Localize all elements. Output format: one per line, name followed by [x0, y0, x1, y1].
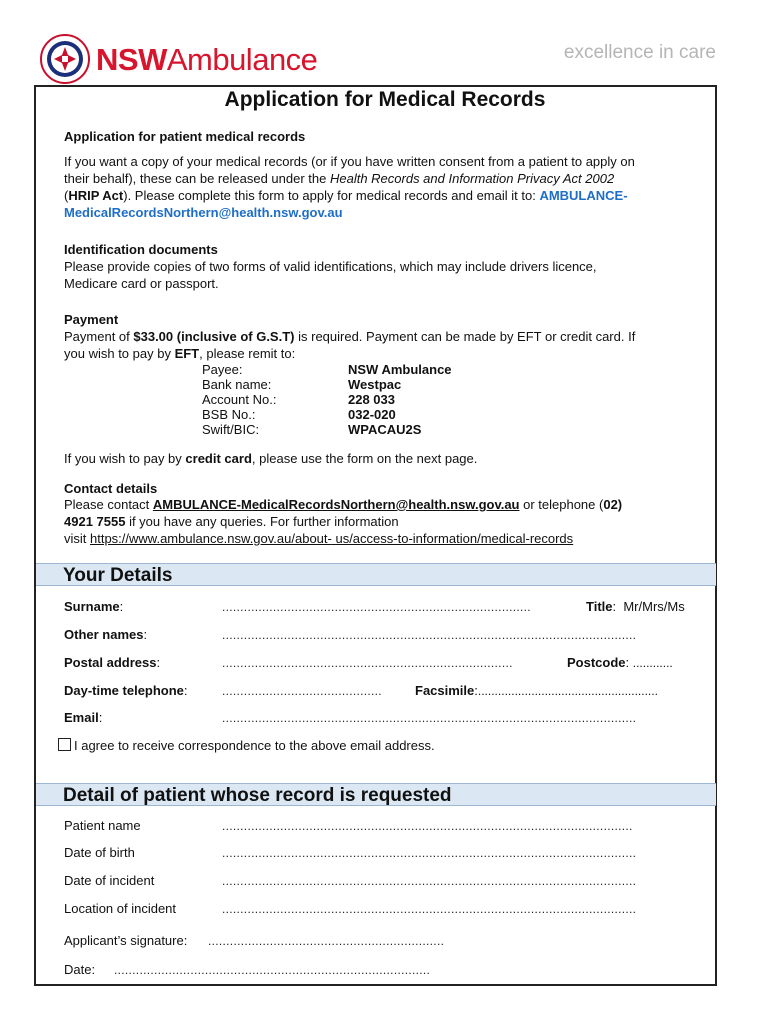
contact-email-link[interactable]: AMBULANCE-MedicalRecordsNorthern@health.nsw.gov.au — [152, 497, 520, 512]
title-field[interactable]: Title: Mr/Mrs/Ms — [586, 599, 685, 614]
applicant-signature-field[interactable]: ................................................................. — [208, 934, 445, 948]
nsw-ambulance-logo — [40, 34, 317, 84]
info-url-link[interactable]: https://www.ambulance.nsw.gov.au/about- us/access-to-information/medical-records — [90, 531, 574, 546]
signature-date-field[interactable]: ....................................................................................... — [114, 963, 431, 977]
identification-heading: Identification documents — [64, 242, 218, 257]
date-of-incident-field[interactable]: .................................................................................................................. — [222, 874, 637, 888]
records-email-link-cont[interactable]: MedicalRecordsNorthern@health.nsw.gov.au — [64, 205, 343, 220]
nsw-ambulance-emblem-icon — [40, 34, 90, 84]
payment-labels: Payee: Bank name: Account No.: BSB No.: Swift/BIC: — [202, 362, 277, 437]
contact-text: Please contact AMBULANCE-MedicalRecordsNorthern@health.nsw.gov.au or telephone (02) 4921 7555 if you have any queries. For further information visit https://www.ambulance.nsw.gov.au/about- us/access-to-information/medical-records — [64, 497, 623, 546]
patient-name-label: Patient name — [64, 818, 141, 833]
credit-card-note: If you wish to pay by credit card, please use the form on the next page. — [64, 451, 478, 466]
records-email-link[interactable]: AMBULANCE- — [539, 188, 628, 203]
tagline: excellence in care — [563, 42, 716, 63]
page-title: Application for Medical Records — [224, 88, 546, 111]
location-of-incident-label: Location of incident — [64, 901, 177, 916]
date-of-birth-label: Date of birth — [64, 845, 135, 860]
facsimile-field[interactable]: Facsimile:...................................................... — [415, 683, 658, 698]
daytime-telephone-label: Day-time telephone: — [64, 683, 188, 698]
identification-text: Please provide copies of two forms of valid identifications, which may include drivers licence, Medicare card or passport. — [64, 259, 597, 291]
location-of-incident-field[interactable]: .................................................................................................................. — [222, 902, 637, 916]
intro-paragraph: If you want a copy of your medical records (or if you have written consent from a patient to apply on their behalf), these can be released under the Health Records and Information Privacy Act 2002 (HRIP Act). Please complete this form to apply for medical records and email it to: AMBULANCE- MedicalRecordsNorthern@health.nsw.gov.au — [64, 154, 635, 220]
payment-text: Payment of $33.00 (inclusive of G.S.T) is required. Payment can be made by EFT or credit card. If you wish to pay by EFT, please remit to: — [64, 329, 636, 361]
payment-values: NSW Ambulance Westpac 228 033 032-020 WPACAU2S — [348, 362, 452, 437]
patient-name-field[interactable]: ................................................................................................................. — [222, 819, 633, 833]
email-field[interactable]: .................................................................................................................. — [222, 711, 637, 725]
intro-heading: Application for patient medical records — [64, 129, 306, 144]
date-of-birth-field[interactable]: .................................................................................................................. — [222, 846, 637, 860]
agree-email-checkbox[interactable] — [58, 738, 71, 751]
applicant-signature-label: Applicant’s signature: — [64, 933, 188, 948]
payment-heading: Payment — [64, 312, 119, 327]
brand-name: NSWAmbulance — [96, 41, 318, 77]
surname-field[interactable]: ..................................................................................... — [222, 600, 531, 614]
patient-details-heading: Detail of patient whose record is requested — [36, 783, 716, 806]
postal-address-label: Postal address: — [64, 655, 161, 670]
signature-date-label: Date: — [64, 962, 96, 977]
postal-address-field[interactable]: ................................................................................ — [222, 656, 513, 670]
your-details-heading: Your Details — [36, 563, 716, 586]
other-names-field[interactable]: .................................................................................................................. — [222, 628, 637, 642]
agree-email-label: I agree to receive correspondence to the above email address. — [74, 738, 435, 753]
postcode-field[interactable]: Postcode: ............ — [567, 655, 673, 670]
surname-label: Surname: — [64, 599, 124, 614]
email-label: Email: — [64, 710, 103, 725]
other-names-label: Other names: — [64, 627, 148, 642]
daytime-telephone-field[interactable]: ............................................ — [222, 684, 382, 698]
date-of-incident-label: Date of incident — [64, 873, 155, 888]
contact-heading: Contact details — [64, 481, 158, 496]
